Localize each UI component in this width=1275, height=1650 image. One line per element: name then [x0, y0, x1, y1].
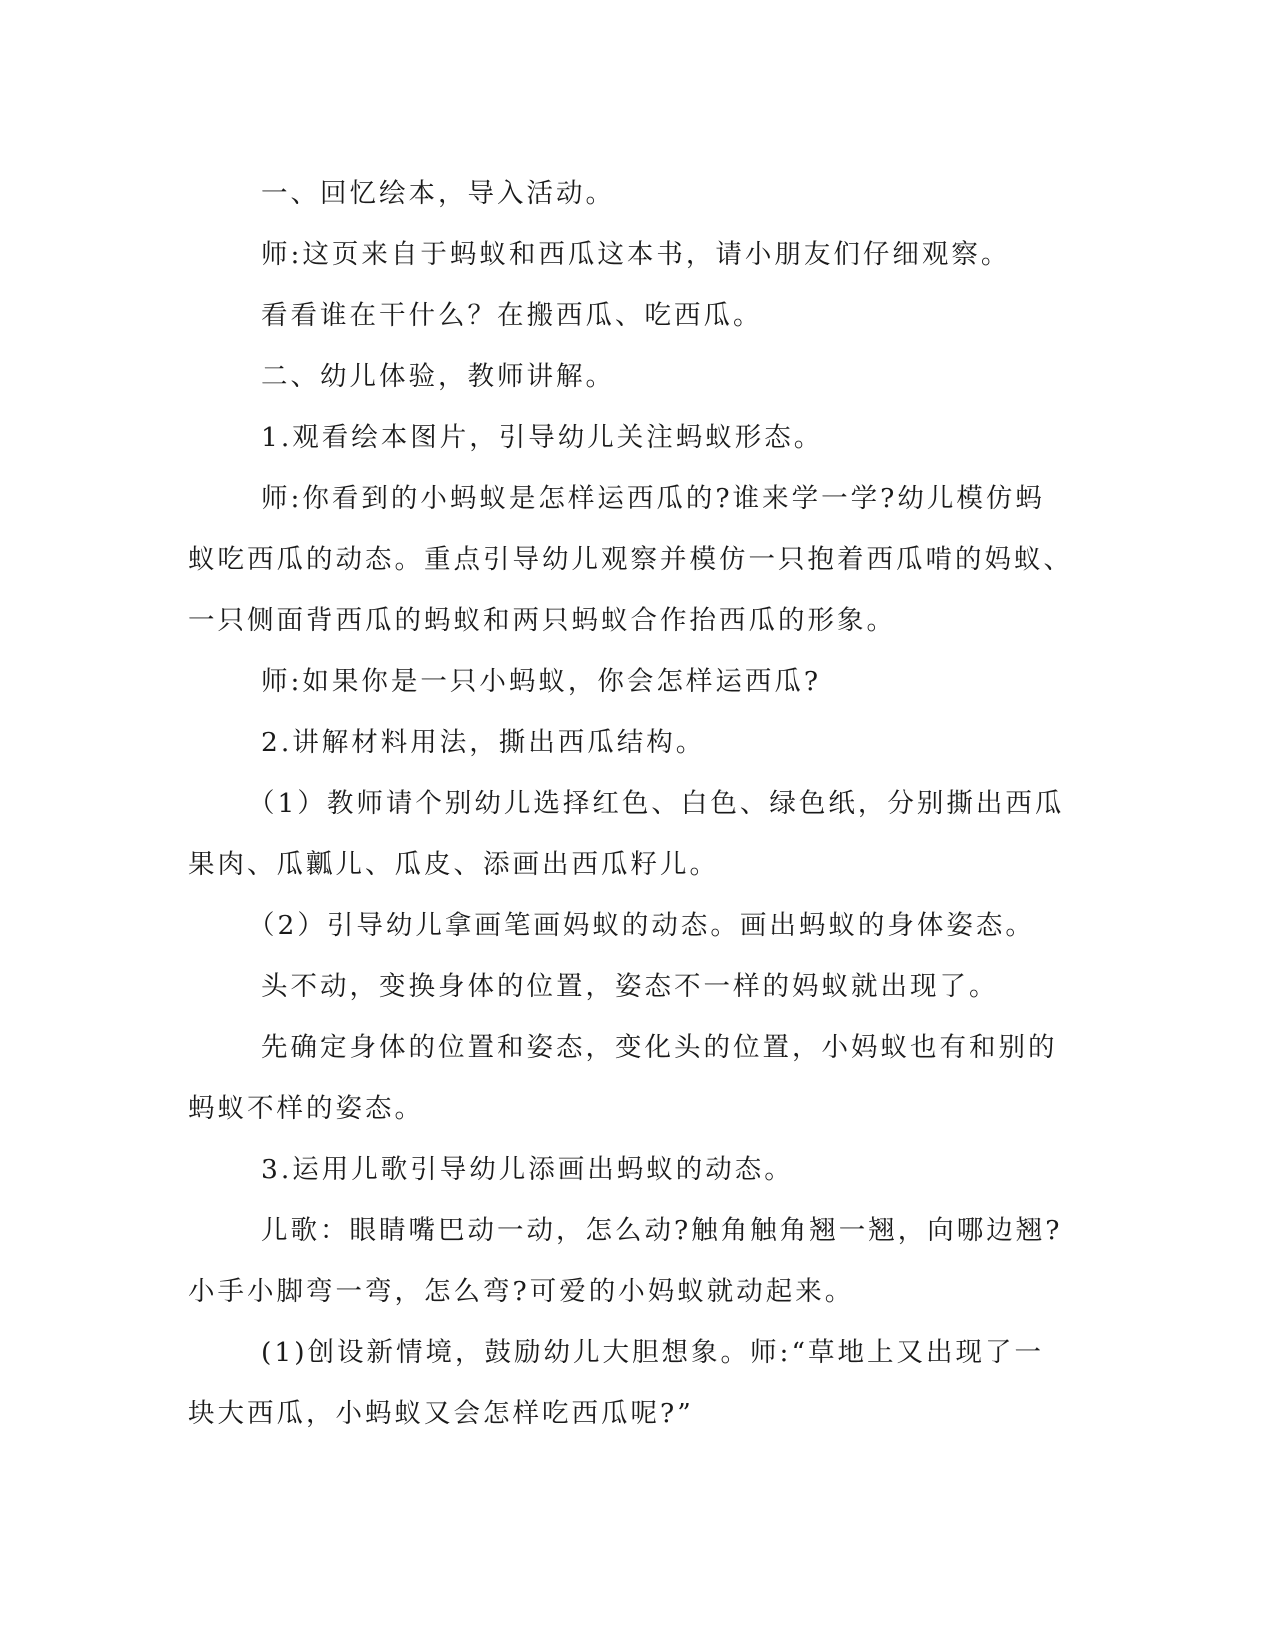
document-body — [188, 163, 1073, 1444]
paragraph-7: 师:如果你是一只小蚂蚁，你会怎样运西瓜? — [261, 666, 822, 697]
paragraph-8: 2.讲解材料用法，撕出西瓜结构。 — [261, 727, 706, 758]
paragraph-10: （2）引导幼儿拿画笔画妈蚁的动态。画出蚂蚁的身体姿态。 — [248, 910, 1035, 941]
paragraph-11: 头不动，变换身体的位置，姿态不一样的妈蚁就出现了。 — [261, 971, 999, 1002]
paragraph-6: 师:你看到的小蚂蚁是怎样运西瓜的?谁来学一学?幼儿模仿蚂蚁吃西瓜的动态。重点引导幼儿观察并模仿一只抱着西瓜啃的妈蚁、一只侧面背西瓜的蚂蚁和两只蚂蚁合作抬西瓜的形象。 — [188, 483, 1073, 636]
paragraph-1: 一、回忆绘本，导入活动。 — [261, 178, 615, 209]
paragraph-2: 师:这页来自于蚂蚁和西瓜这本书，请小朋友们仔细观察。 — [261, 239, 1011, 270]
paragraph-12: 先确定身体的位置和姿态，变化头的位置，小妈蚁也有和别的蚂蚁不样的姿态。 — [188, 1032, 1058, 1124]
paragraph-3: 看看谁在干什么？在搬西瓜、吃西瓜。 — [261, 300, 763, 331]
paragraph-15: (1)创设新情境，鼓励幼儿大胆想象。师:“草地上又出现了一块大西瓜，小蚂蚁又会怎样吃西瓜呢?” — [188, 1337, 1045, 1429]
paragraph-9: （1）教师请个别幼儿选择红色、白色、绿色纸，分别撕出西瓜果肉、瓜瓤儿、瓜皮、添画出西瓜籽儿。 — [188, 788, 1065, 880]
paragraph-14: 儿歌：眼睛嘴巴动一动，怎么动?触角触角翘一翘，向哪边翘?小手小脚弯一弯，怎么弯?可爱的小妈蚁就动起来。 — [188, 1215, 1063, 1307]
paragraph-5: 1.观看绘本图片，引导幼儿关注蚂蚁形态。 — [261, 422, 824, 453]
paragraph-4: 二、幼儿体验，教师讲解。 — [261, 361, 615, 392]
paragraph-13: 3.运用儿歌引导幼儿添画出蚂蚁的动态。 — [261, 1154, 794, 1185]
